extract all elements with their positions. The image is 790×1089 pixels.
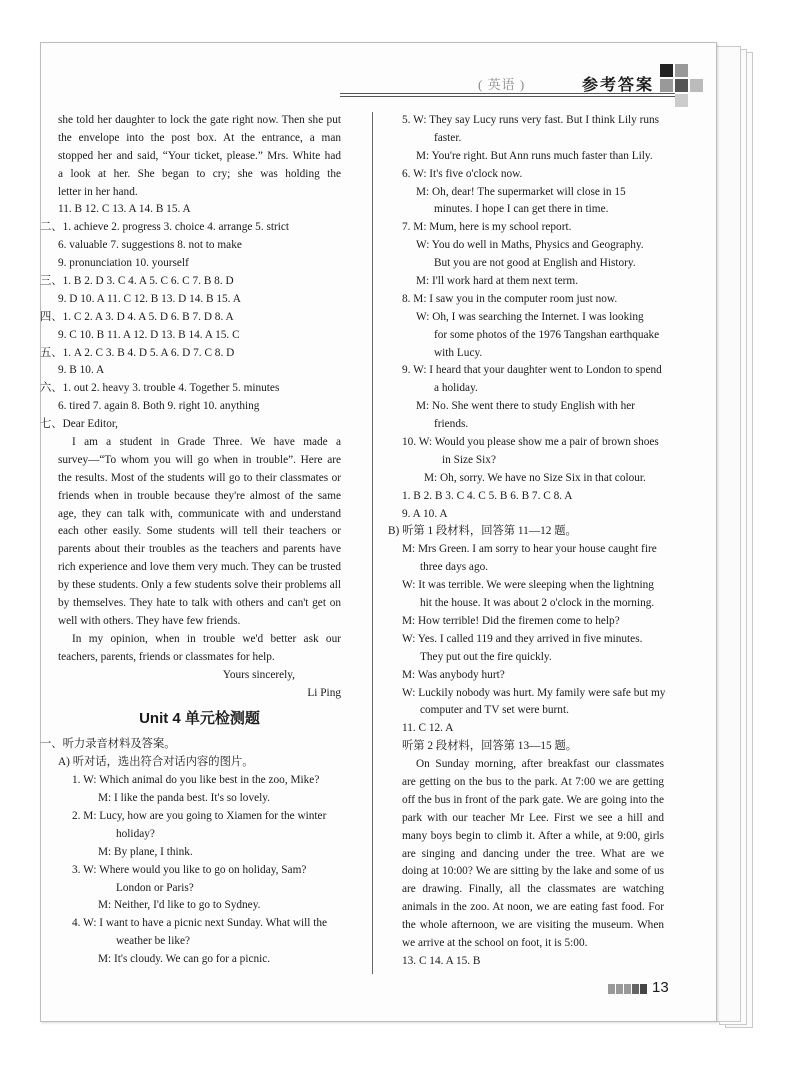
dialogue-line: weather be like? xyxy=(116,935,191,948)
answer-line: 9. D 10. A 11. C 12. B 13. D 14. B 15. A xyxy=(58,292,241,305)
subsection-heading: B) 听第 1 段材料，回答第 11—12 题。 xyxy=(388,525,577,538)
closing-line: Yours sincerely, xyxy=(222,668,295,681)
essay-line: by themselves. They hate to talk with others and can't get on xyxy=(58,597,341,610)
dialogue-line: They put out the fire quickly. xyxy=(420,650,552,663)
dialogue-line: W: You do well in Maths, Physics and Geography. xyxy=(416,239,644,252)
dialogue-line: W: Luckily nobody was hurt. My family were safe but my xyxy=(402,686,666,699)
essay-line: well with others. They have few friends. xyxy=(58,614,241,627)
section-answer-line: 六、1. out 2. heavy 3. trouble 4. Together 5. minutes xyxy=(40,382,280,395)
passage-line: are singing and dancing under the tree. What are we xyxy=(402,847,664,860)
essay-line: teachers, parents, friends or classmates for help. xyxy=(58,650,275,663)
dialogue-line: London or Paris? xyxy=(116,881,194,894)
signature-line: Li Ping xyxy=(307,686,341,699)
dialogue-line: 5. W: They say Lucy runs very fast. But I think Lily runs xyxy=(402,114,660,126)
header-subtitle: ( 英语 ) xyxy=(478,77,526,92)
answer-line: 11. C 12. A xyxy=(402,722,454,735)
dialogue-line: M: By plane, I think. xyxy=(98,845,193,858)
text-line: the envelope into the post box. At the entrance, a man xyxy=(58,131,341,144)
header-title: 参考答案 xyxy=(582,77,655,94)
dialogue-line: hit the house. It was about 2 o'clock in the morning. xyxy=(420,597,655,610)
essay-line: rich experience and love them very much. They can be trusted xyxy=(58,561,341,574)
dialogue-line: in Size Six? xyxy=(442,453,496,466)
header-rule-2 xyxy=(340,96,675,97)
passage-line: are getting on the bus to the park. At 7:00 we are getting xyxy=(402,775,664,788)
page-number: 13 xyxy=(652,979,669,996)
answer-line: 9. pronunciation 10. yourself xyxy=(58,257,189,270)
essay-line: I am a student in Grade Three. We have made a xyxy=(72,436,341,449)
footer-decoration xyxy=(608,984,648,994)
dialogue-line: But you are not good at English and History. xyxy=(434,257,636,270)
passage-line: are drawing. Finally, all the classmates are watching xyxy=(402,883,664,896)
essay-line: age, they can talk with, communicate with and understand xyxy=(58,507,341,520)
essay-line: In my opinion, when in trouble we'd better ask our xyxy=(72,632,341,645)
dialogue-line: 8. M: I saw you in the computer room just now. xyxy=(402,292,618,305)
left-column xyxy=(40,112,341,969)
dialogue-line: three days ago. xyxy=(420,561,489,574)
dialogue-line: M: Oh, sorry. We have no Size Six in that colour. xyxy=(424,471,646,484)
answer-line: 6. valuable 7. suggestions 8. not to make xyxy=(58,239,242,252)
essay-line: survey—“To whom you will go when in trouble”. Here are xyxy=(58,453,341,466)
dialogue-line: with Lucy. xyxy=(434,346,483,359)
dialogue-line: a holiday. xyxy=(434,382,478,395)
passage-line: we arrive at the school on foot, it is 5:00. xyxy=(402,936,588,949)
passage-line: On Sunday morning, after breakfast our classmates xyxy=(416,758,664,771)
answer-line: 9. B 10. A xyxy=(58,364,105,377)
dialogue-line: W: It was terrible. We were sleeping when the lightning xyxy=(402,579,654,592)
dialogue-line: 10. W: Would you please show me a pair of brown shoes xyxy=(402,436,659,449)
section-answer-line: 二、1. achieve 2. progress 3. choice 4. arrange 5. strict xyxy=(40,221,290,234)
text-line: she told her daughter to lock the gate right now. Then she put xyxy=(58,114,341,126)
dialogue-line: 3. W: Where would you like to go on holiday, Sam? xyxy=(72,863,307,876)
text-line: letter in her hand. xyxy=(58,185,138,198)
section-answer-line: 七、Dear Editor, xyxy=(40,418,118,431)
dialogue-line: 6. W: It's five o'clock now. xyxy=(402,167,523,180)
dialogue-line: M: Was anybody hurt? xyxy=(402,668,505,681)
dialogue-line: M: I like the panda best. It's so lovely. xyxy=(98,792,270,805)
passage-line: many boys begin to climb it. After a while, at 9:00, girls xyxy=(402,829,664,842)
answer-line: 9. C 10. B 11. A 12. D 13. B 14. A 15. C xyxy=(58,328,240,341)
dialogue-line: computer and TV set were burnt. xyxy=(420,704,569,717)
dialogue-line: holiday? xyxy=(116,827,155,840)
answer-line: 13. C 14. A 15. B xyxy=(402,954,481,967)
dialogue-line: 9. W: I heard that your daughter went to London to spend xyxy=(402,364,662,377)
column-divider xyxy=(372,112,373,974)
passage-line: animals in the zoo. At noon, we are eating fast food. For xyxy=(402,901,664,914)
essay-line: by these students. Only a few students solve their problems all xyxy=(58,579,341,592)
unit-title: Unit 4 单元检测题 xyxy=(139,710,260,728)
answer-line: 11. B 12. C 13. A 14. B 15. A xyxy=(58,203,191,216)
dialogue-line: M: I'll work hard at them next term. xyxy=(416,275,579,288)
dialogue-line: M: You're right. But Ann runs much faster than Lily. xyxy=(416,149,653,162)
dialogue-line: M: No. She went there to study English with her xyxy=(416,400,636,413)
essay-line: the results. Most of the students will go to their classmates or xyxy=(58,471,341,484)
passage-line: park with our teacher Mr Lee. First we see a hill and xyxy=(402,811,664,824)
passage-line: doing at 10:00? We are sitting by the lake and some of us xyxy=(402,865,664,878)
answer-line: 9. A 10. A xyxy=(402,507,448,520)
passage-line: off the bus in front of the park gate. We are going into the xyxy=(402,793,664,806)
subsection-heading: A) 听对话，选出符合对话内容的图片。 xyxy=(58,756,254,769)
header-rule xyxy=(340,93,675,94)
dialogue-line: minutes. I hope I can get there in time. xyxy=(434,203,609,216)
dialogue-line: M: How terrible! Did the firemen come to help? xyxy=(402,614,620,627)
dialogue-line: 2. M: Lucy, how are you going to Xiamen for the winter xyxy=(72,809,327,822)
essay-line: parents about their troubles as the teachers and parents have xyxy=(58,543,341,556)
section-answer-line: 四、1. C 2. A 3. D 4. A 5. D 6. B 7. D 8. A xyxy=(40,310,234,323)
dialogue-line: for some photos of the 1976 Tangshan earthquake xyxy=(434,328,660,341)
section-answer-line: 五、1. A 2. C 3. B 4. D 5. A 6. D 7. C 8. D xyxy=(40,346,235,359)
dialogue-line: 7. M: Mum, here is my school report. xyxy=(402,221,572,234)
subsection-heading: 听第 2 段材料，回答第 13—15 题。 xyxy=(402,740,578,753)
essay-line: friends when in trouble because they're almost of the same xyxy=(58,489,341,502)
dialogue-line: W: Oh, I was searching the Internet. I was looking xyxy=(416,310,644,323)
answer-line: 6. tired 7. again 8. Both 9. right 10. anything xyxy=(58,400,260,413)
right-column xyxy=(388,112,666,971)
dialogue-line: M: Oh, dear! The supermarket will close in 15 xyxy=(416,185,626,198)
header-decoration xyxy=(660,64,704,108)
section-heading: 一、听力录音材料及答案。 xyxy=(40,738,176,751)
dialogue-line: M: Mrs Green. I am sorry to hear your house caught fire xyxy=(402,543,657,556)
dialogue-line: 4. W: I want to have a picnic next Sunday. What will the xyxy=(72,917,328,930)
section-answer-line: 三、1. B 2. D 3. C 4. A 5. C 6. C 7. B 8. D xyxy=(40,275,234,288)
answer-line: 1. B 2. B 3. C 4. C 5. B 6. B 7. C 8. A xyxy=(402,489,573,502)
passage-line: the whole afternoon, we are visiting the museum. When xyxy=(402,919,664,932)
essay-line: each other easily. Some students will tell their teachers or xyxy=(58,525,341,538)
dialogue-line: M: Neither, I'd like to go to Sydney. xyxy=(98,899,261,912)
dialogue-line: faster. xyxy=(434,131,462,144)
dialogue-line: W: Yes. I called 119 and they arrived in five minutes. xyxy=(402,632,643,645)
dialogue-line: 1. W: Which animal do you like best in the zoo, Mike? xyxy=(72,774,320,787)
dialogue-line: M: It's cloudy. We can go for a picnic. xyxy=(98,953,271,966)
text-line: stopped her and said, “Your ticket, please.” Mrs. White had xyxy=(58,149,341,162)
dialogue-line: friends. xyxy=(434,418,469,431)
text-line: a look at her. She began to cry; she was holding the xyxy=(58,167,341,180)
